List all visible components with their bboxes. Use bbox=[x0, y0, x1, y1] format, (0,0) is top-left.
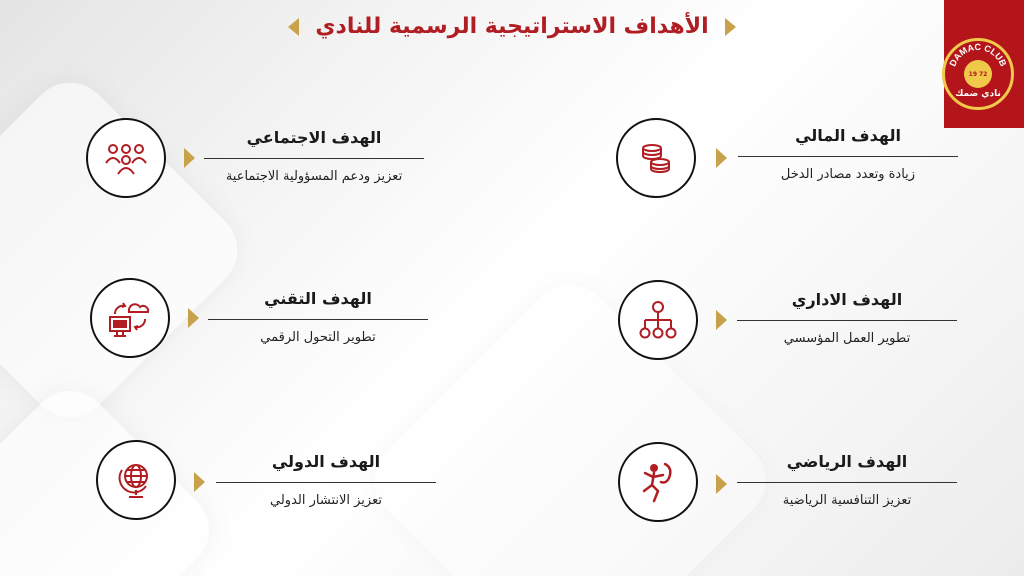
goal-divider bbox=[216, 482, 436, 483]
financial-goal-icon-circle bbox=[616, 118, 696, 198]
financial-goal-pointer-icon bbox=[716, 148, 727, 168]
goal-divider bbox=[737, 320, 957, 321]
club-logo-year-right: 72 bbox=[979, 70, 988, 78]
goal-title: الهدف الاداري bbox=[791, 290, 903, 309]
social-goal-pointer-icon bbox=[184, 148, 195, 168]
svg-text:DAMAC CLUB bbox=[948, 42, 1009, 68]
goal-description: تعزيز الانتشار الدولي bbox=[270, 493, 382, 508]
cloud-computer-icon bbox=[107, 297, 153, 339]
goal-divider bbox=[204, 158, 424, 159]
international-goal-pointer-icon bbox=[194, 472, 205, 492]
international-goal-icon-circle bbox=[96, 440, 176, 520]
goal-title: الهدف المالي bbox=[795, 126, 901, 145]
org-chart-icon bbox=[638, 300, 678, 340]
goal-international bbox=[216, 452, 436, 508]
goal-divider bbox=[208, 319, 428, 320]
goal-divider bbox=[738, 156, 958, 157]
administrative-goal-pointer-icon bbox=[716, 310, 727, 330]
sports-goal-icon-circle bbox=[618, 442, 698, 522]
club-logo-arabic: نادي ضمك bbox=[955, 89, 1001, 99]
sports-goal-pointer-icon bbox=[716, 474, 727, 494]
goal-divider bbox=[737, 482, 957, 483]
goal-description: تعزيز التنافسية الرياضية bbox=[782, 493, 912, 508]
title-arrow-left-icon bbox=[288, 18, 299, 36]
page-title: الأهداف الاستراتيجية الرسمية للنادي bbox=[315, 14, 709, 39]
goal-title: الهدف الاجتماعي bbox=[246, 128, 382, 147]
people-icon bbox=[103, 141, 149, 175]
goal-title: الهدف التقني bbox=[264, 289, 372, 308]
club-logo-ring bbox=[942, 38, 1014, 110]
club-logo bbox=[942, 38, 1014, 110]
technical-goal-pointer-icon bbox=[188, 308, 199, 328]
goal-description: زيادة وتعدد مصادر الدخل bbox=[780, 167, 916, 182]
goal-social bbox=[204, 128, 424, 184]
administrative-goal-icon-circle bbox=[618, 280, 698, 360]
goal-technical bbox=[208, 289, 428, 345]
athlete-icon bbox=[638, 460, 678, 504]
globe-icon bbox=[118, 460, 154, 500]
club-logo-year-left: 19 bbox=[968, 70, 977, 78]
goal-description: تطوير العمل المؤسسي bbox=[783, 331, 911, 346]
title-arrow-right-icon bbox=[725, 18, 736, 36]
goal-financial bbox=[738, 126, 958, 182]
goal-title: الهدف الدولي bbox=[271, 452, 381, 471]
technical-goal-icon-circle bbox=[90, 278, 170, 358]
club-logo-name: DAMAC CLUB bbox=[947, 41, 1009, 68]
social-goal-icon-circle bbox=[86, 118, 166, 198]
goal-sports bbox=[737, 452, 957, 508]
goal-administrative bbox=[737, 290, 957, 346]
goal-title: الهدف الرياضي bbox=[786, 452, 908, 471]
goal-description: تطوير التحول الرقمي bbox=[260, 330, 376, 345]
goal-description: تعزيز ودعم المسؤولية الاجتماعية bbox=[225, 169, 403, 184]
page-header bbox=[0, 14, 1024, 39]
coins-icon bbox=[638, 142, 674, 174]
